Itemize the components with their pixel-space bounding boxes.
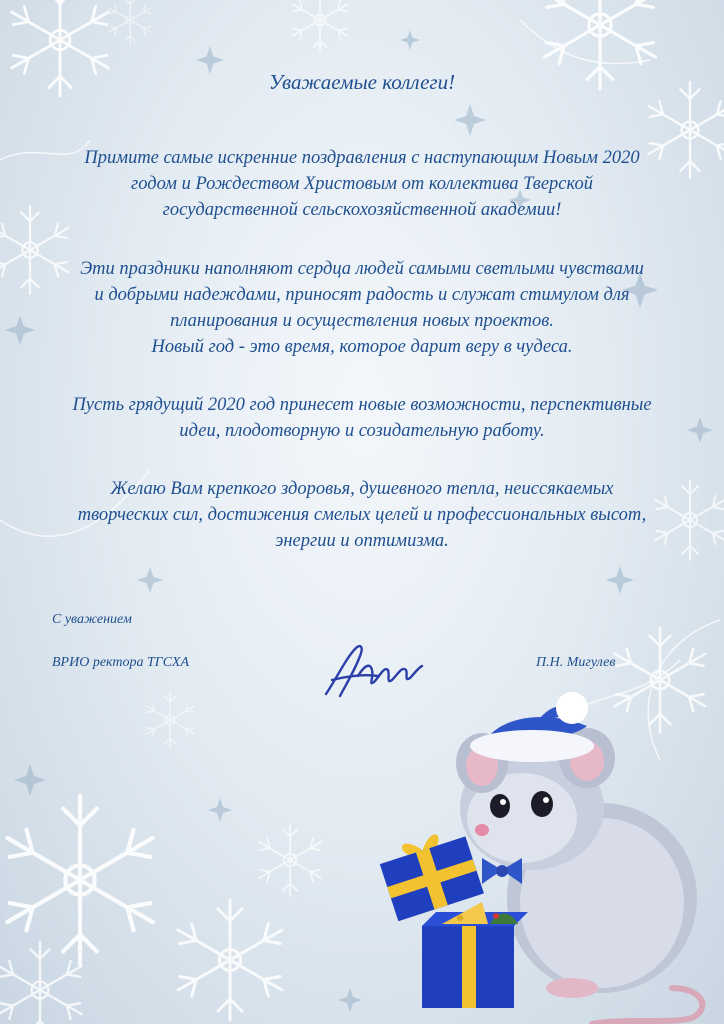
signer-position: ВРИО ректора ТГСХА [52,655,190,670]
text-line: годом и Рождеством Христовым от коллектива Тверской [131,174,593,194]
text-line: планирования и осуществления новых проектов. [170,311,554,331]
paragraph-congratulations [20,145,704,223]
paragraph-wishes-personal [20,476,704,554]
text-line: идеи, плодотворную и созидательную работу. [179,421,545,441]
text-line: Эти праздники наполняют сердца людей самыми светлыми чувствами [80,259,644,279]
paragraph-holidays [20,256,704,360]
text-line: творческих сил, достижения смелых целей и профессиональных высот, [77,505,647,525]
text-line: Пусть грядущий 2020 год принесет новые возможности, перспективные [72,395,652,415]
closing-text: С уважением [52,612,132,627]
text-line: энергии и оптимизма. [275,531,449,551]
text-line: Желаю Вам крепкого здоровья, душевного тепла, неиссякаемых [110,479,614,499]
signer-name: П.Н. Мигулев [536,655,616,670]
text-line: Новый год - это время, которое дарит веру в чудеса. [151,337,573,357]
text-line: и добрыми надеждами, приносят радость и служат стимулом для [94,285,630,305]
text-line: государственной сельскохозяйственной академии! [162,200,562,220]
mouse-with-gift-illustration [372,688,724,1024]
text-line: Примите самые искренние поздравления с наступающим Новым 2020 [84,148,640,168]
letter-title: Уважаемые коллеги! [268,70,456,94]
paragraph-wishes-year [20,392,704,444]
